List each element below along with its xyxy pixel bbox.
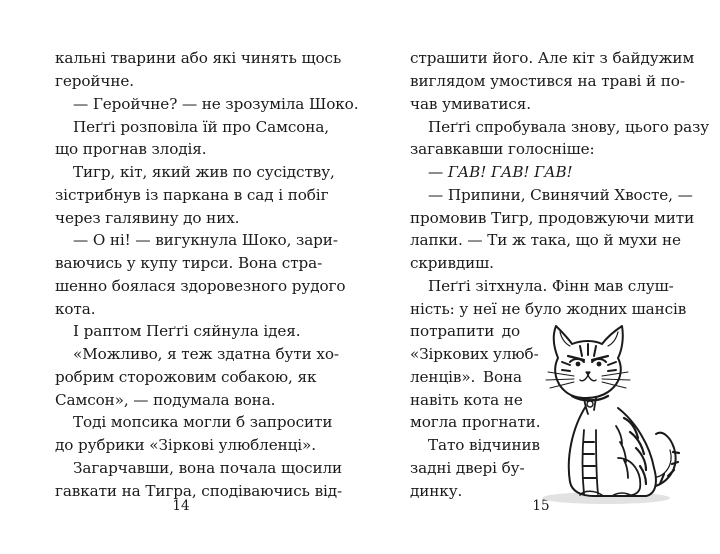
text-line: «Можливо, я теж здатна бути хо- — [73, 345, 339, 363]
text-line: шенно боялася здоровезного рудого — [55, 277, 346, 295]
text-line: чав умиватися. — [410, 95, 531, 113]
text-line: ність: у неї не було жодних шансів — [410, 300, 687, 318]
text-line: задні двері бу- — [410, 459, 525, 477]
page-number: 14 — [172, 498, 190, 514]
text-line: геройчне. — [55, 72, 135, 90]
text-line: виглядом умостився на траві й по- — [410, 72, 685, 90]
text-line: — О ні! — вигукнула Шоко, зари- — [73, 231, 338, 249]
text-line: потрапити до — [410, 322, 520, 340]
cat-illustration — [528, 318, 688, 508]
text-line: Самсон», — подумала вона. — [55, 391, 276, 409]
text-line: Тоді мопсика могли б запросити — [73, 413, 333, 431]
text-line: — Припини, Свинячий Хвосте, — — [428, 186, 693, 204]
text-line: Тато відчинив — [428, 436, 540, 454]
page-number: 15 — [532, 498, 550, 514]
text-line: динку. — [410, 482, 463, 500]
text-line: Пеґґі розповіла їй про Самсона, — [73, 118, 329, 136]
text-line: загавкавши голосніше: — [410, 140, 595, 158]
text-line: — Геройчне? — не зрозуміла Шоко. — [73, 95, 359, 113]
text-line: Тигр, кіт, який жив по сусідству, — [73, 163, 335, 181]
text-line: через галявину до них. — [55, 209, 240, 227]
text-line: І раптом Пеґґі сяйнула ідея. — [73, 322, 301, 340]
text-line: скривдиш. — [410, 254, 494, 272]
text-line: лапки. — Ти ж така, що й мухи не — [410, 231, 681, 249]
text-line: Пеґґі спробувала знову, цього разу — [428, 118, 710, 136]
text-line: «Зіркових улюб- — [410, 345, 539, 363]
text-line: Загарчавши, вона почала щосили — [73, 459, 343, 477]
text-line: кота. — [55, 300, 96, 318]
text-line: страшити його. Але кіт з байдужим — [410, 49, 695, 67]
text-line: Пеґґі зітхнула. Фінн мав слуш- — [428, 277, 674, 295]
text-line: що прогнав злодія. — [55, 140, 207, 158]
text-line: могла прогнати. — [410, 413, 541, 431]
text-line: промовив Тигр, продовжуючи мити — [410, 209, 695, 227]
text-line: робрим сторожовим собакою, як — [55, 368, 317, 386]
text-line: ленців». Вона — [410, 368, 522, 386]
text-line: кальні тварини або які чинять щось — [55, 49, 342, 67]
text-line: зістрибнув із паркана в сад і побіг — [55, 186, 329, 204]
text-line: — ГАВ! ГАВ! ГАВ! — [428, 163, 573, 181]
text-line: навіть кота не — [410, 391, 523, 409]
text-line: ваючись у купу тирси. Вона стра- — [55, 254, 323, 272]
text-line: до рубрики «Зіркові улюбленці». — [55, 436, 316, 454]
text-line: гавкати на Тигра, сподіваючись від- — [55, 482, 343, 500]
